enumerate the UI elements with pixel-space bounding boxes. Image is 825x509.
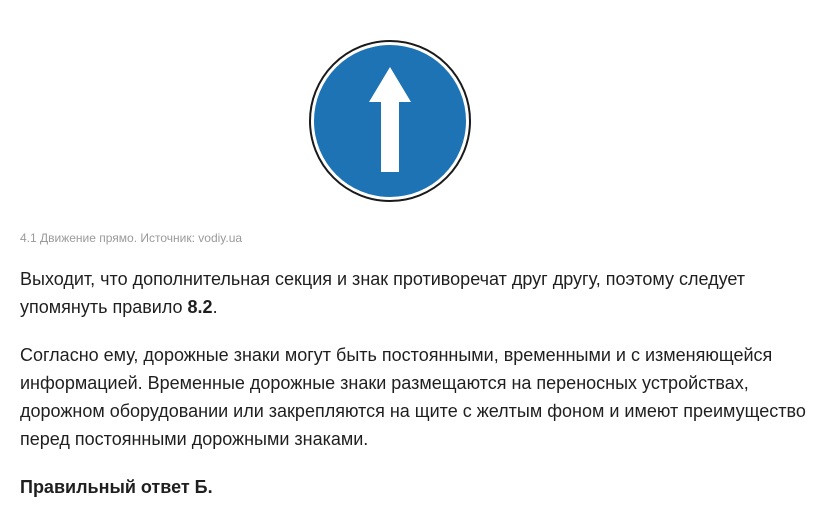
road-sign-image [307,38,473,204]
paragraph-1 [20,265,810,321]
correct-answer: Правильный ответ Б. [20,477,213,497]
paragraph-1-text: Выходит, что дополнительная секция и знак противоречат друг другу, поэтому следует упомянуть правило [20,269,746,317]
rule-number: 8.2 [187,297,213,317]
paragraph-2: Согласно ему, дорожные знаки могут быть постоянными, временными и с изменяющейся информацией. Временные дорожные знаки размещаются на переносных устройствах, дорожном оборудовании или закрепляются на щите с желтым фоном и имеют преимущество перед постоянными дорожными знаками. [20,345,806,449]
image-caption: 4.1 Движение прямо. Источник: vodiy.ua [20,231,243,245]
straight-ahead-arrow-icon [307,38,473,204]
paragraph-1-end: . [212,297,218,317]
